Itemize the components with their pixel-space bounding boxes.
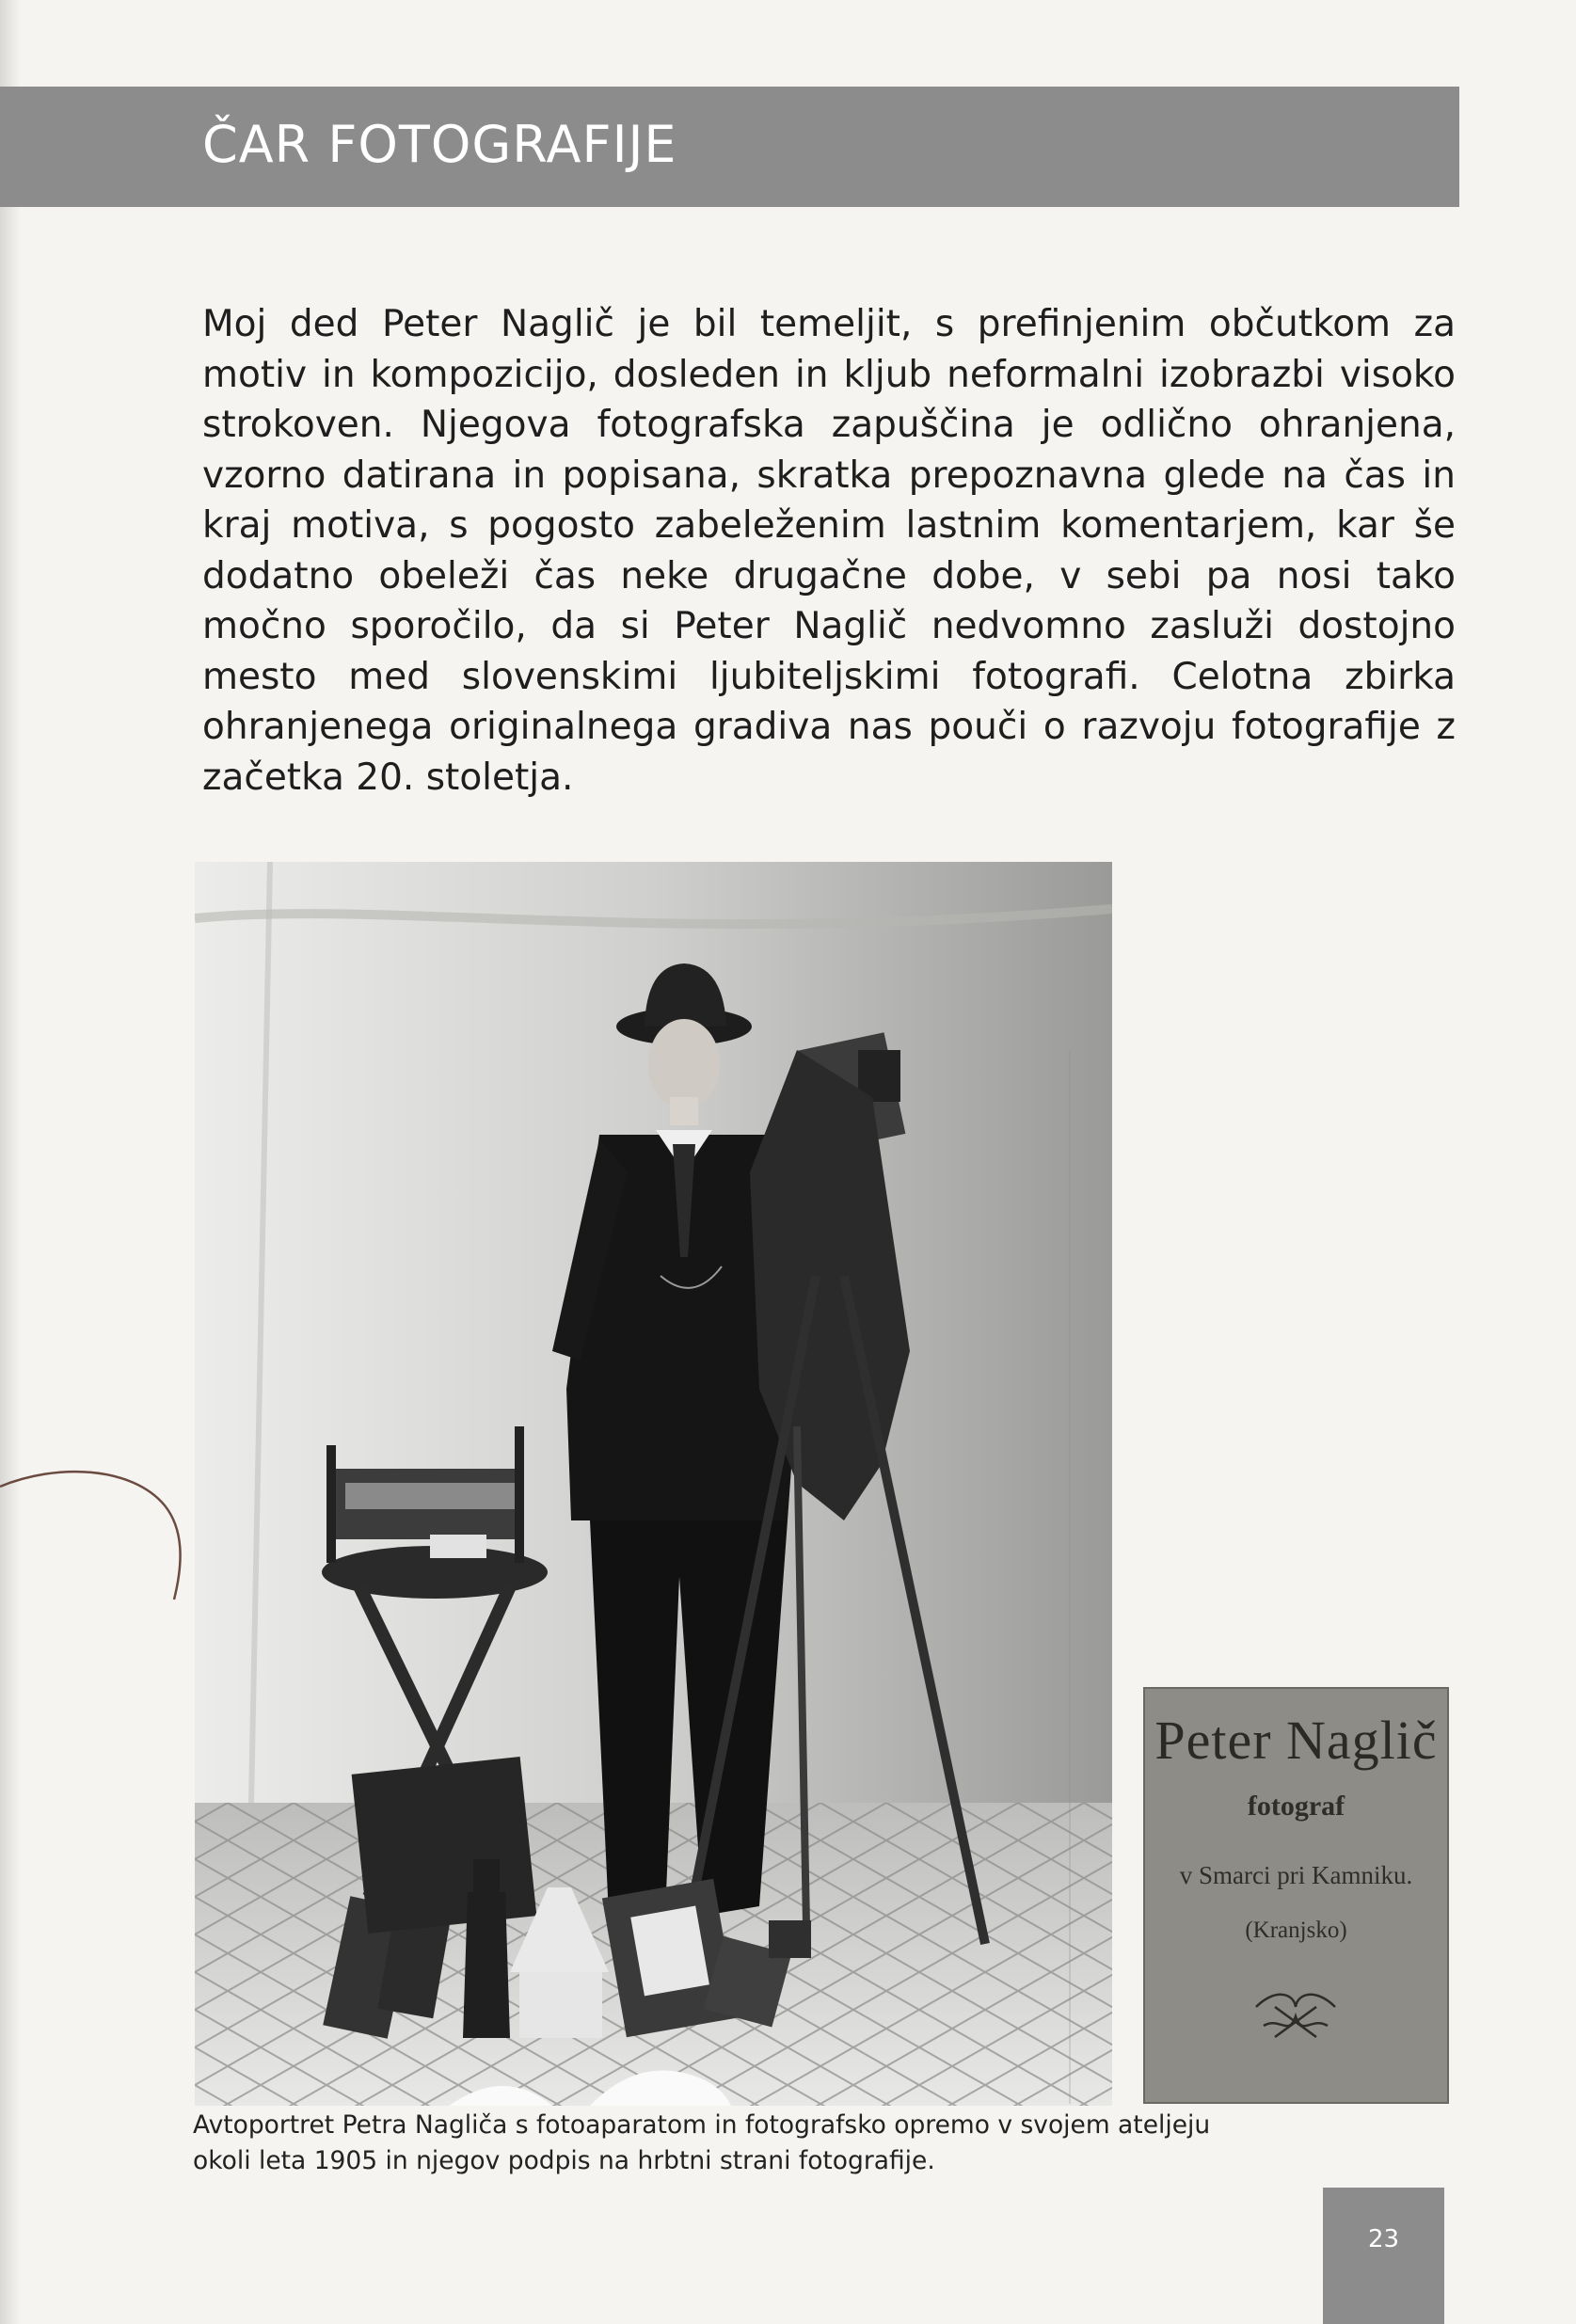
signature-role: fotograf (1247, 1791, 1345, 1822)
photo-caption (193, 2108, 1435, 2179)
pencil-mark (0, 1468, 207, 1609)
signature-location: v Smarci pri Kamniku. (1179, 1861, 1413, 1889)
caption-line-2: okoli leta 1905 in njegov podpis na hrbtni strani fotografije. (193, 2146, 935, 2175)
signature-card (1143, 1687, 1449, 2104)
page-number: 23 (1367, 2225, 1400, 2253)
signature-region: (Kranjsko) (1245, 1918, 1347, 1943)
body-paragraph: Moj ded Peter Naglič je bil temeljit, s prefinjenim občutkom za motiv in kompozicijo, dosleden in kljub neformalni izobrazbi visoko strokoven. Njegova fotografska zapuščina je odlično ohranjena, vzorno datirana in popisana, skratka prepoznavna glede na čas in kraj motiva, s pogosto zabeleženim lastnim komentarjem, kar še dodatno obeleži čas neke drugačne dobe, v sebi pa nosi tako močno sporočilo, da si Peter Naglič nedvomno zasluži dostojno mesto med slovenskimi ljubiteljskimi fotografi. Celotna zbirka ohranjenega originalnega gradiva nas pouči o razvoju fotografije z začetka 20. stoletja. (202, 303, 1456, 799)
page-binding-shadow (0, 0, 21, 2324)
self-portrait-illustration (195, 862, 1112, 2106)
section-title: ČAR FOTOGRAFIJE (202, 115, 677, 174)
self-portrait-photo (195, 862, 1112, 2106)
page-number-box (1323, 2188, 1444, 2324)
signature-name: Peter Naglič (1154, 1710, 1438, 1771)
caption-line-1: Avtoportret Petra Nagliča s fotoaparatom in fotografsko opremo v svojem ateljeju (193, 2110, 1211, 2140)
